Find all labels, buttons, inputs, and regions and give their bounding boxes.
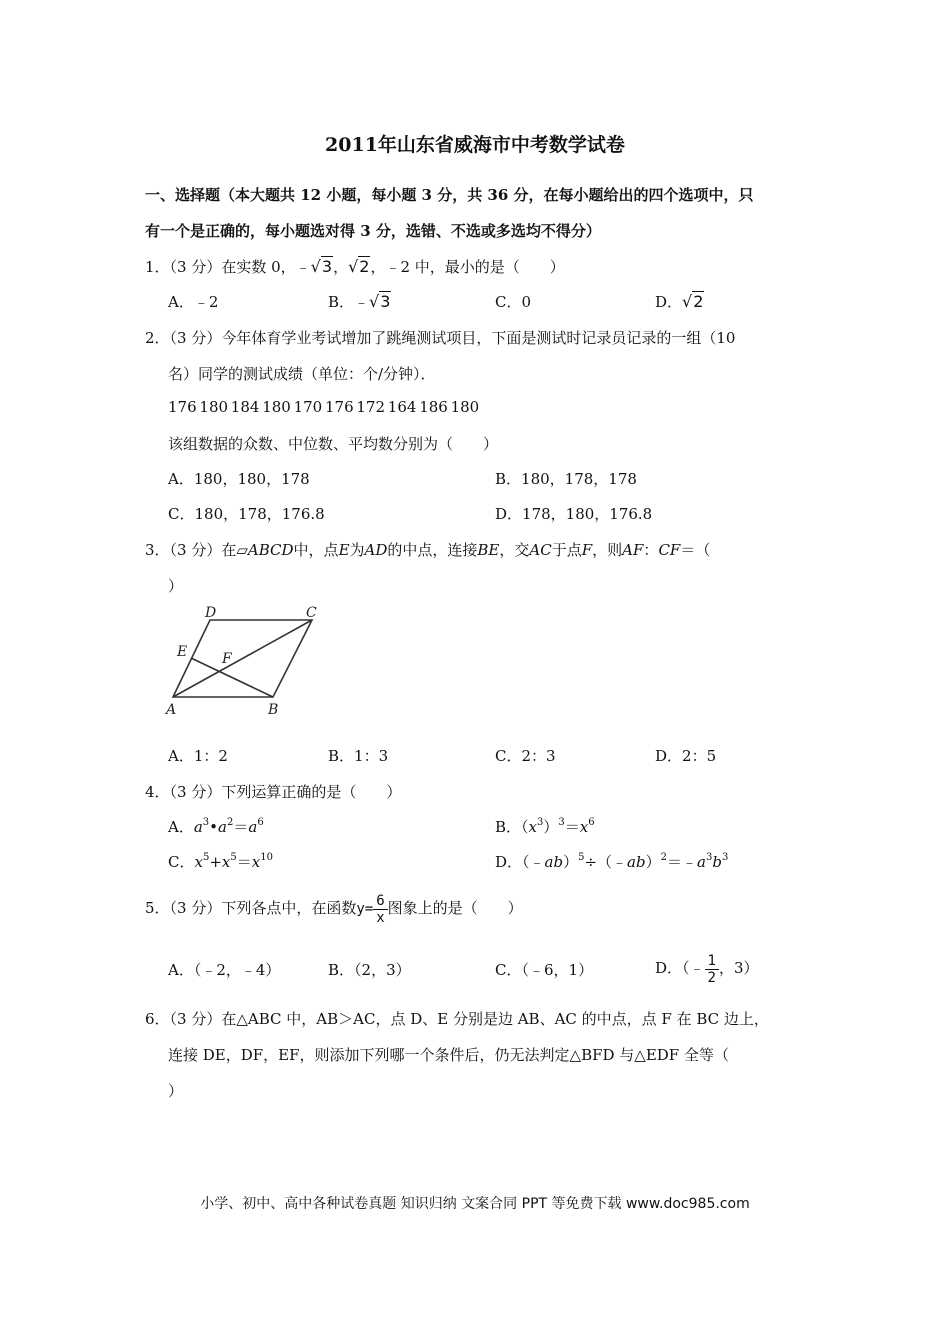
q5-option-d: D．（﹣ $\frac{1}{2}$ ，3）	[655, 952, 759, 986]
question-6-line3: ）	[168, 1082, 184, 1100]
q5-option-a: A．（﹣2，﹣4）	[168, 961, 281, 979]
page-footer: 小学、初中、高中各种试卷真题 知识归纳 文案合同 PPT 等免费下载 www.doc985.com	[200, 1196, 750, 1212]
question-2-line2: 名）同学的测试成绩（单位：个/分钟）．	[168, 365, 436, 383]
q1-option-c: C．0	[495, 293, 532, 311]
q4-option-b: B．$(x^3)^3=x^6$	[495, 817, 595, 836]
q2-option-b: B．180，178，178	[495, 470, 637, 488]
label-e: E	[177, 644, 188, 660]
fraction-6-over-x: $\frac{6}{x}$	[373, 893, 387, 926]
section-heading-line1: 一、选择题（本大题共 12 小题，每小题 3 分，共 36 分，在每小题给出的四个选项中，只	[145, 186, 754, 204]
question-2-ask: 该组数据的众数、中位数、平均数分别为（ ）	[168, 435, 499, 453]
q5-option-c: C．（﹣6，1）	[495, 961, 594, 979]
q1-option-a: A．﹣2	[168, 293, 219, 311]
q2-option-a: A．180，180，178	[168, 470, 310, 488]
sqrt-symbol: √3	[310, 257, 333, 276]
sqrt-symbol: √2	[348, 257, 370, 276]
question-2-data: 176 180 184 180 170 176 172 164 186 180	[168, 398, 480, 416]
question-2-line1: 2．（3 分）今年体育学业考试增加了跳绳测试项目，下面是测试时记录员记录的一组（10	[145, 329, 736, 347]
section-heading-line2: 有一个是正确的，每小题选对得 3 分，选错、不选或多选均不得分）	[145, 222, 601, 240]
q1-option-b: B．﹣√3	[328, 292, 391, 311]
parallelogram-figure	[160, 600, 330, 720]
question-5: 5．（3 分）下列各点中，在函数y= $\frac{6}{x}$ 图象上的是（ ）	[145, 892, 523, 926]
label-f: F	[222, 651, 232, 667]
question-3-close: ）	[168, 577, 184, 595]
q4-option-a: A．$a^3•a^2=a^6$	[168, 817, 264, 836]
question-1: 1．（3 分）在实数 0，﹣√3，√2，﹣2 中，最小的是（ ）	[145, 257, 565, 276]
question-6-line1: 6．（3 分）在△ABC 中，AB＞AC，点 D、E 分别是边 AB、AC 的中点，点 F 在 BC 边上，	[145, 1010, 769, 1028]
q2-option-d: D．178，180，176.8	[495, 505, 653, 523]
question-6-line2: 连接 DE，DF，EF，则添加下列哪一个条件后，仍无法判定△BFD 与△EDF 全等（	[168, 1046, 729, 1064]
q3-option-b: B．1：3	[328, 747, 389, 765]
q4-option-c: C．$x^5+x^5=x^{10}$	[168, 852, 273, 871]
q5-option-b: B．（2，3）	[328, 961, 411, 979]
fraction-1-over-2: $\frac{1}{2}$	[705, 953, 719, 986]
label-a: A	[166, 702, 177, 718]
label-c: C	[306, 605, 317, 621]
q2-option-c: C．180，178，176.8	[168, 505, 325, 523]
label-b: B	[268, 702, 279, 718]
question-3: 3．（3 分）在▱ABCD中，点E为AD的中点，连接BE，交AC于点F，则AF：CF＝（	[145, 541, 711, 559]
q3-option-c: C．2：3	[495, 747, 556, 765]
question-4: 4．（3 分）下列运算正确的是（ ）	[145, 783, 402, 801]
q4-option-d: D．$(﹣ab)^5\div(﹣ab)^2=﹣a^3b^3$	[495, 852, 729, 871]
page-title: 2011年山东省威海市中考数学试卷	[325, 134, 625, 156]
label-d: D	[205, 605, 217, 621]
q3-option-a: A．1：2	[168, 747, 228, 765]
q1-option-d: D．√2	[655, 292, 704, 311]
q3-option-d: D．2：5	[655, 747, 717, 765]
